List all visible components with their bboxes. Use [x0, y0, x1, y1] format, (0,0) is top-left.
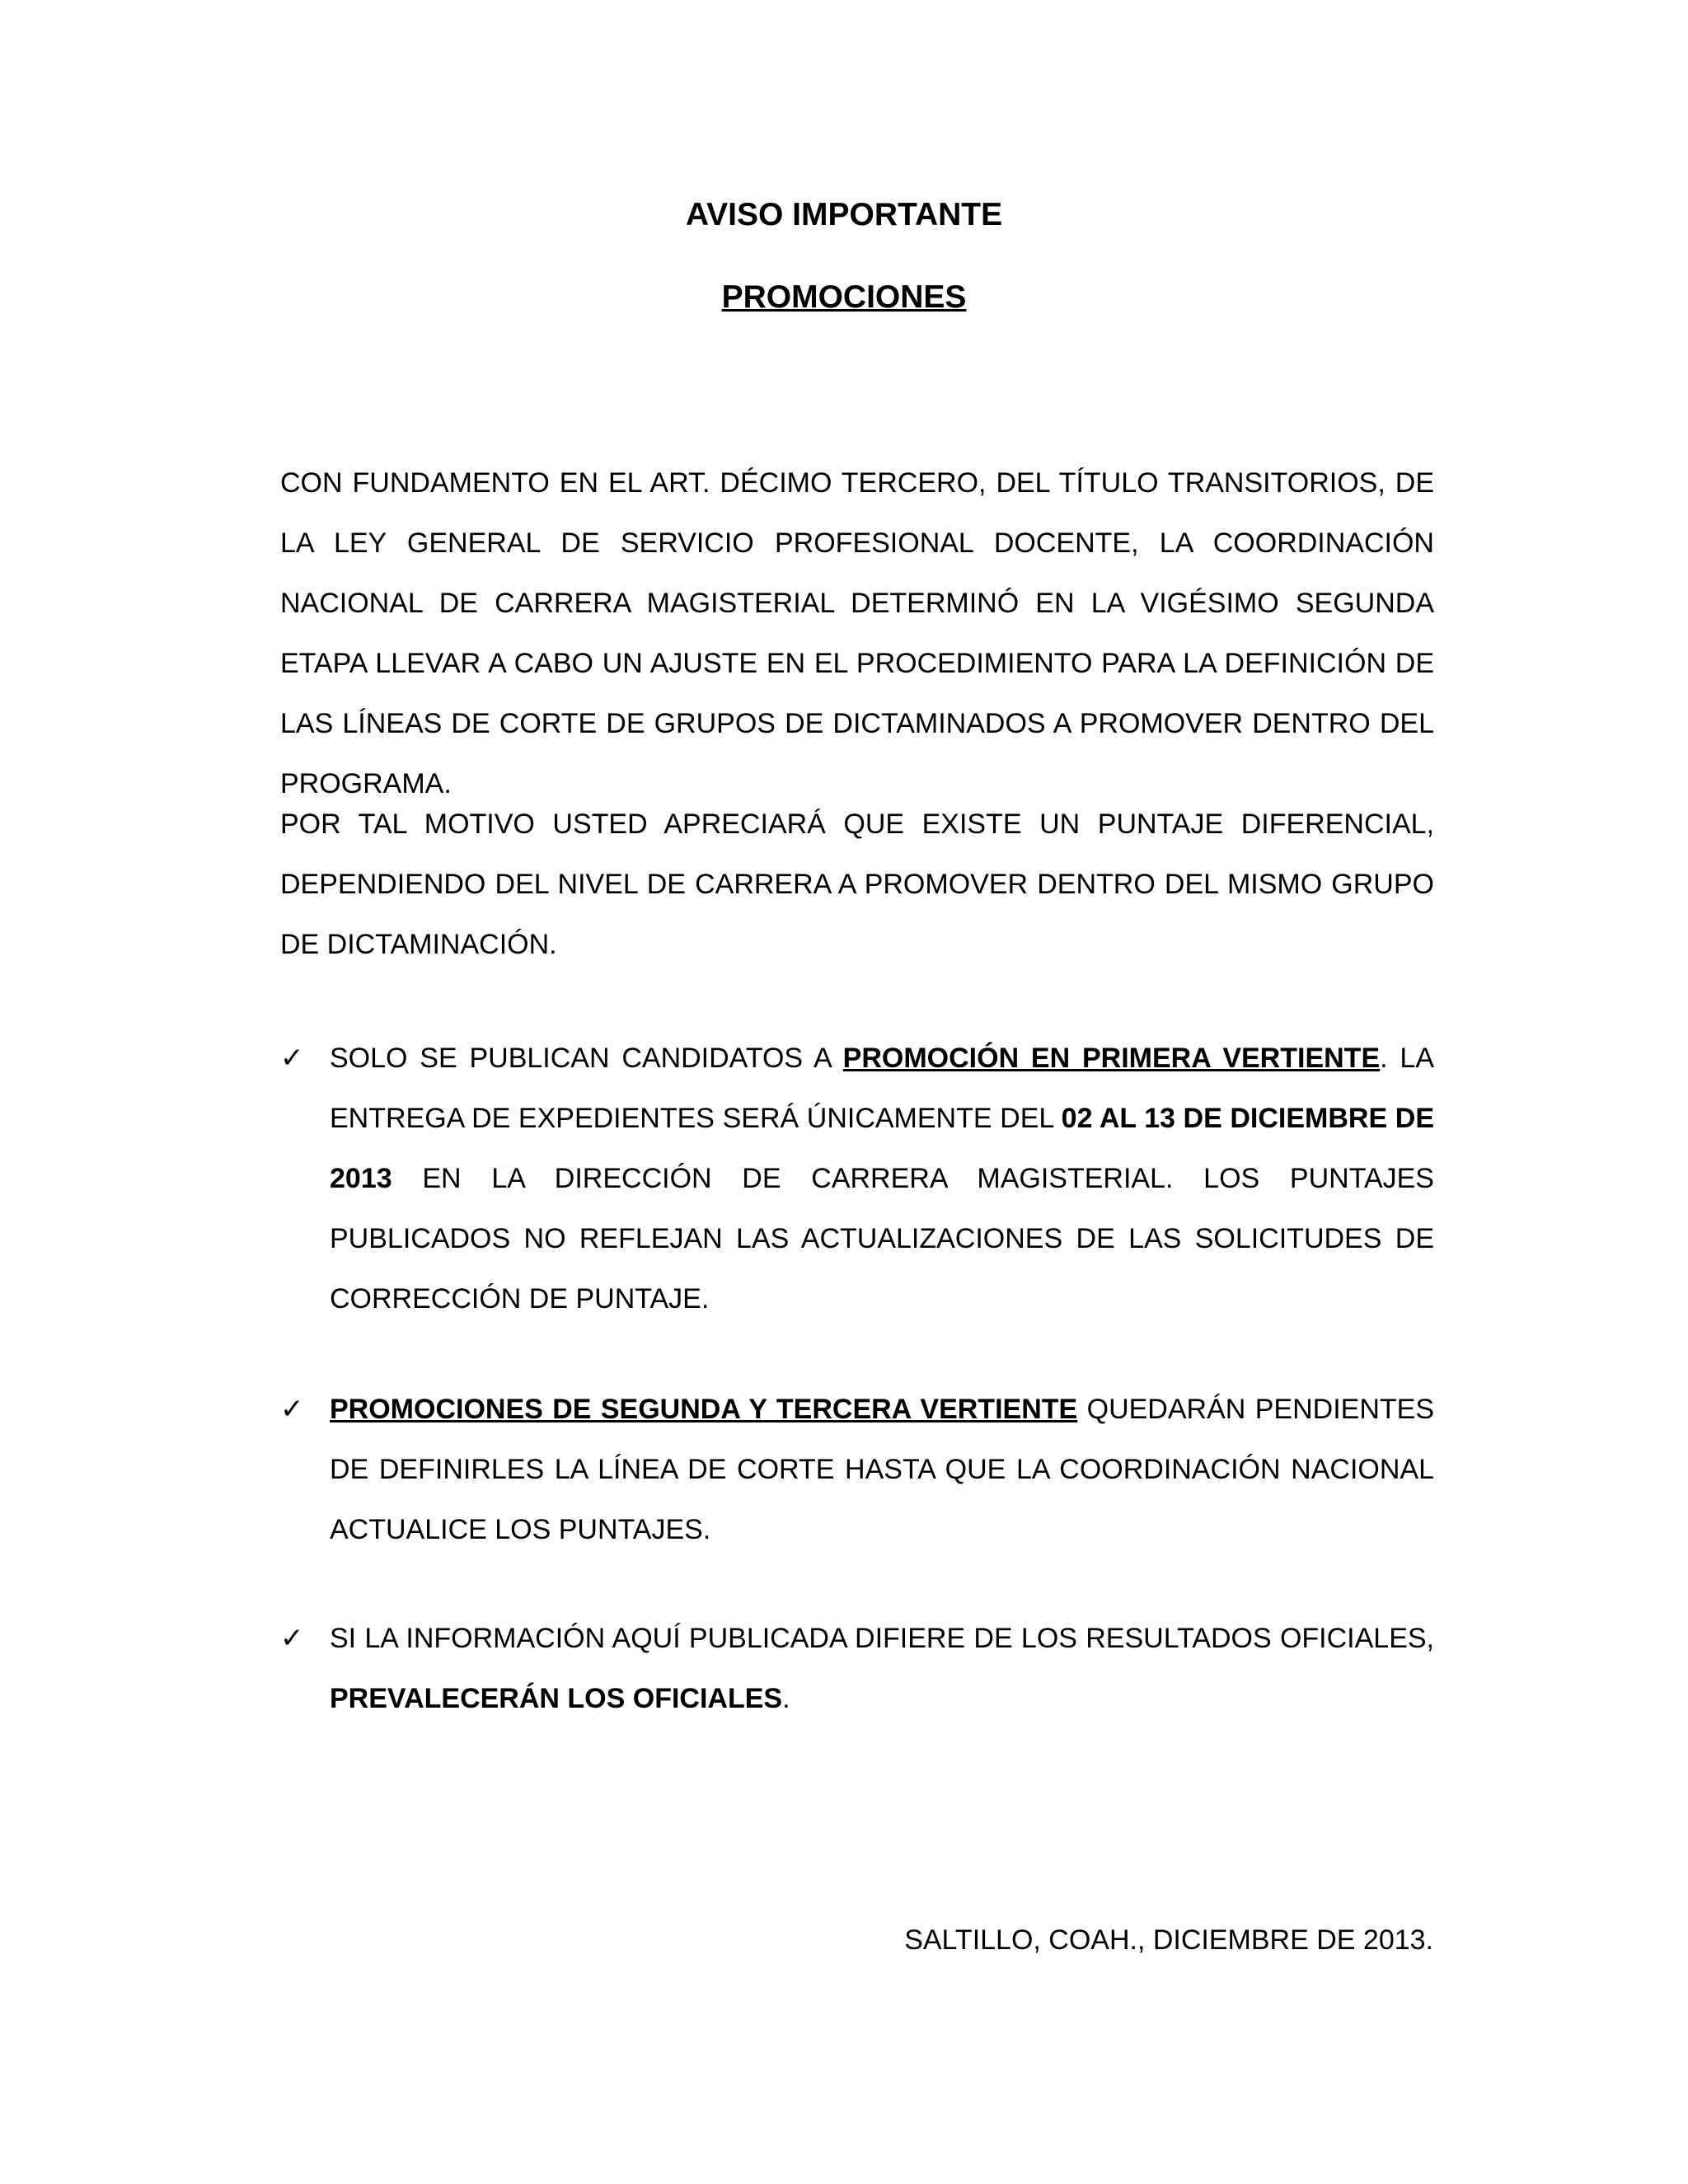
- place-date-line: SALTILLO, COAH., DICIEMBRE DE 2013.: [904, 1924, 1433, 1956]
- bullet-emphasis: PROMOCIÓN EN PRIMERA VERTIENTE: [842, 1043, 1381, 1074]
- bullet-text-part: EN LA DIRECCIÓN DE CARRERA MAGISTERIAL. LOS PUNTAJES PUBLICADOS NO REFLEJAN LAS ACTUALIZACIONES DE LAS SOLICITUDES DE CORRECCIÓN DE PUNTAJE.: [330, 1163, 1434, 1315]
- bullet-segunda-tercera-vertiente: [280, 1380, 1434, 1560]
- bullet-resultados-oficiales: [280, 1609, 1434, 1729]
- document-title: AVISO IMPORTANTE: [685, 197, 1003, 232]
- check-icon: ✓: [280, 1393, 304, 1426]
- check-icon: ✓: [280, 1622, 304, 1655]
- bullet-primera-vertiente: [280, 1029, 1434, 1329]
- bullet-text: [330, 1380, 1434, 1560]
- check-icon: ✓: [280, 1042, 304, 1075]
- bullet-text-part: QUEDARÁN PENDIENTES DE DEFINIRLES LA LÍNEA DE CORTE HASTA QUE LA COORDINACIÓN NACIONAL ACTUALICE LOS PUNTAJES.: [330, 1394, 1434, 1545]
- document-subtitle: PROMOCIONES: [721, 279, 967, 315]
- bullet-text-part: SI LA INFORMACIÓN AQUÍ PUBLICADA DIFIERE DE LOS RESULTADOS OFICIALES,: [330, 1623, 1434, 1654]
- bullet-text-part: .: [782, 1683, 790, 1714]
- paragraph-motivo: POR TAL MOTIVO USTED APRECIARÁ QUE EXISTE UN PUNTAJE DIFERENCIAL, DEPENDIENDO DEL NIVEL DE CARRERA A PROMOVER DENTRO DEL MISMO GRUPO DE DICTAMINACIÓN.: [280, 808, 1434, 960]
- bullet-text: [330, 1029, 1434, 1329]
- bullet-date-range: 02 AL 13 DE DICIEMBRE DE 2013: [330, 1103, 1434, 1194]
- bullet-text-part: . LA ENTREGA DE EXPEDIENTES SERÁ ÚNICAMENTE DEL: [330, 1043, 1434, 1134]
- paragraph-fundamento: CON FUNDAMENTO EN EL ART. DÉCIMO TERCERO, DEL TÍTULO TRANSITORIOS, DE LA LEY GENERAL DE SERVICIO PROFESIONAL DOCENTE, LA COORDINACIÓN NACIONAL DE CARRERA MAGISTERIAL DETERMINÓ EN LA VIGÉSIMO SEGUNDA ETAPA LLEVAR A CABO UN AJUSTE EN EL PROCEDIMIENTO PARA LA DEFINICIÓN DE LAS LÍNEAS DE CORTE DE GRUPOS DE DICTAMINADOS A PROMOVER DENTRO DEL PROGRAMA.: [280, 467, 1434, 799]
- bullet-emphasis: PROMOCIONES DE SEGUNDA Y TERCERA VERTIENTE: [330, 1394, 1078, 1425]
- bullet-emphasis: PREVALECERÁN LOS OFICIALES: [330, 1683, 783, 1714]
- bullet-text-part: SOLO SE PUBLICAN CANDIDATOS A: [330, 1043, 843, 1074]
- bullet-text: [330, 1609, 1434, 1729]
